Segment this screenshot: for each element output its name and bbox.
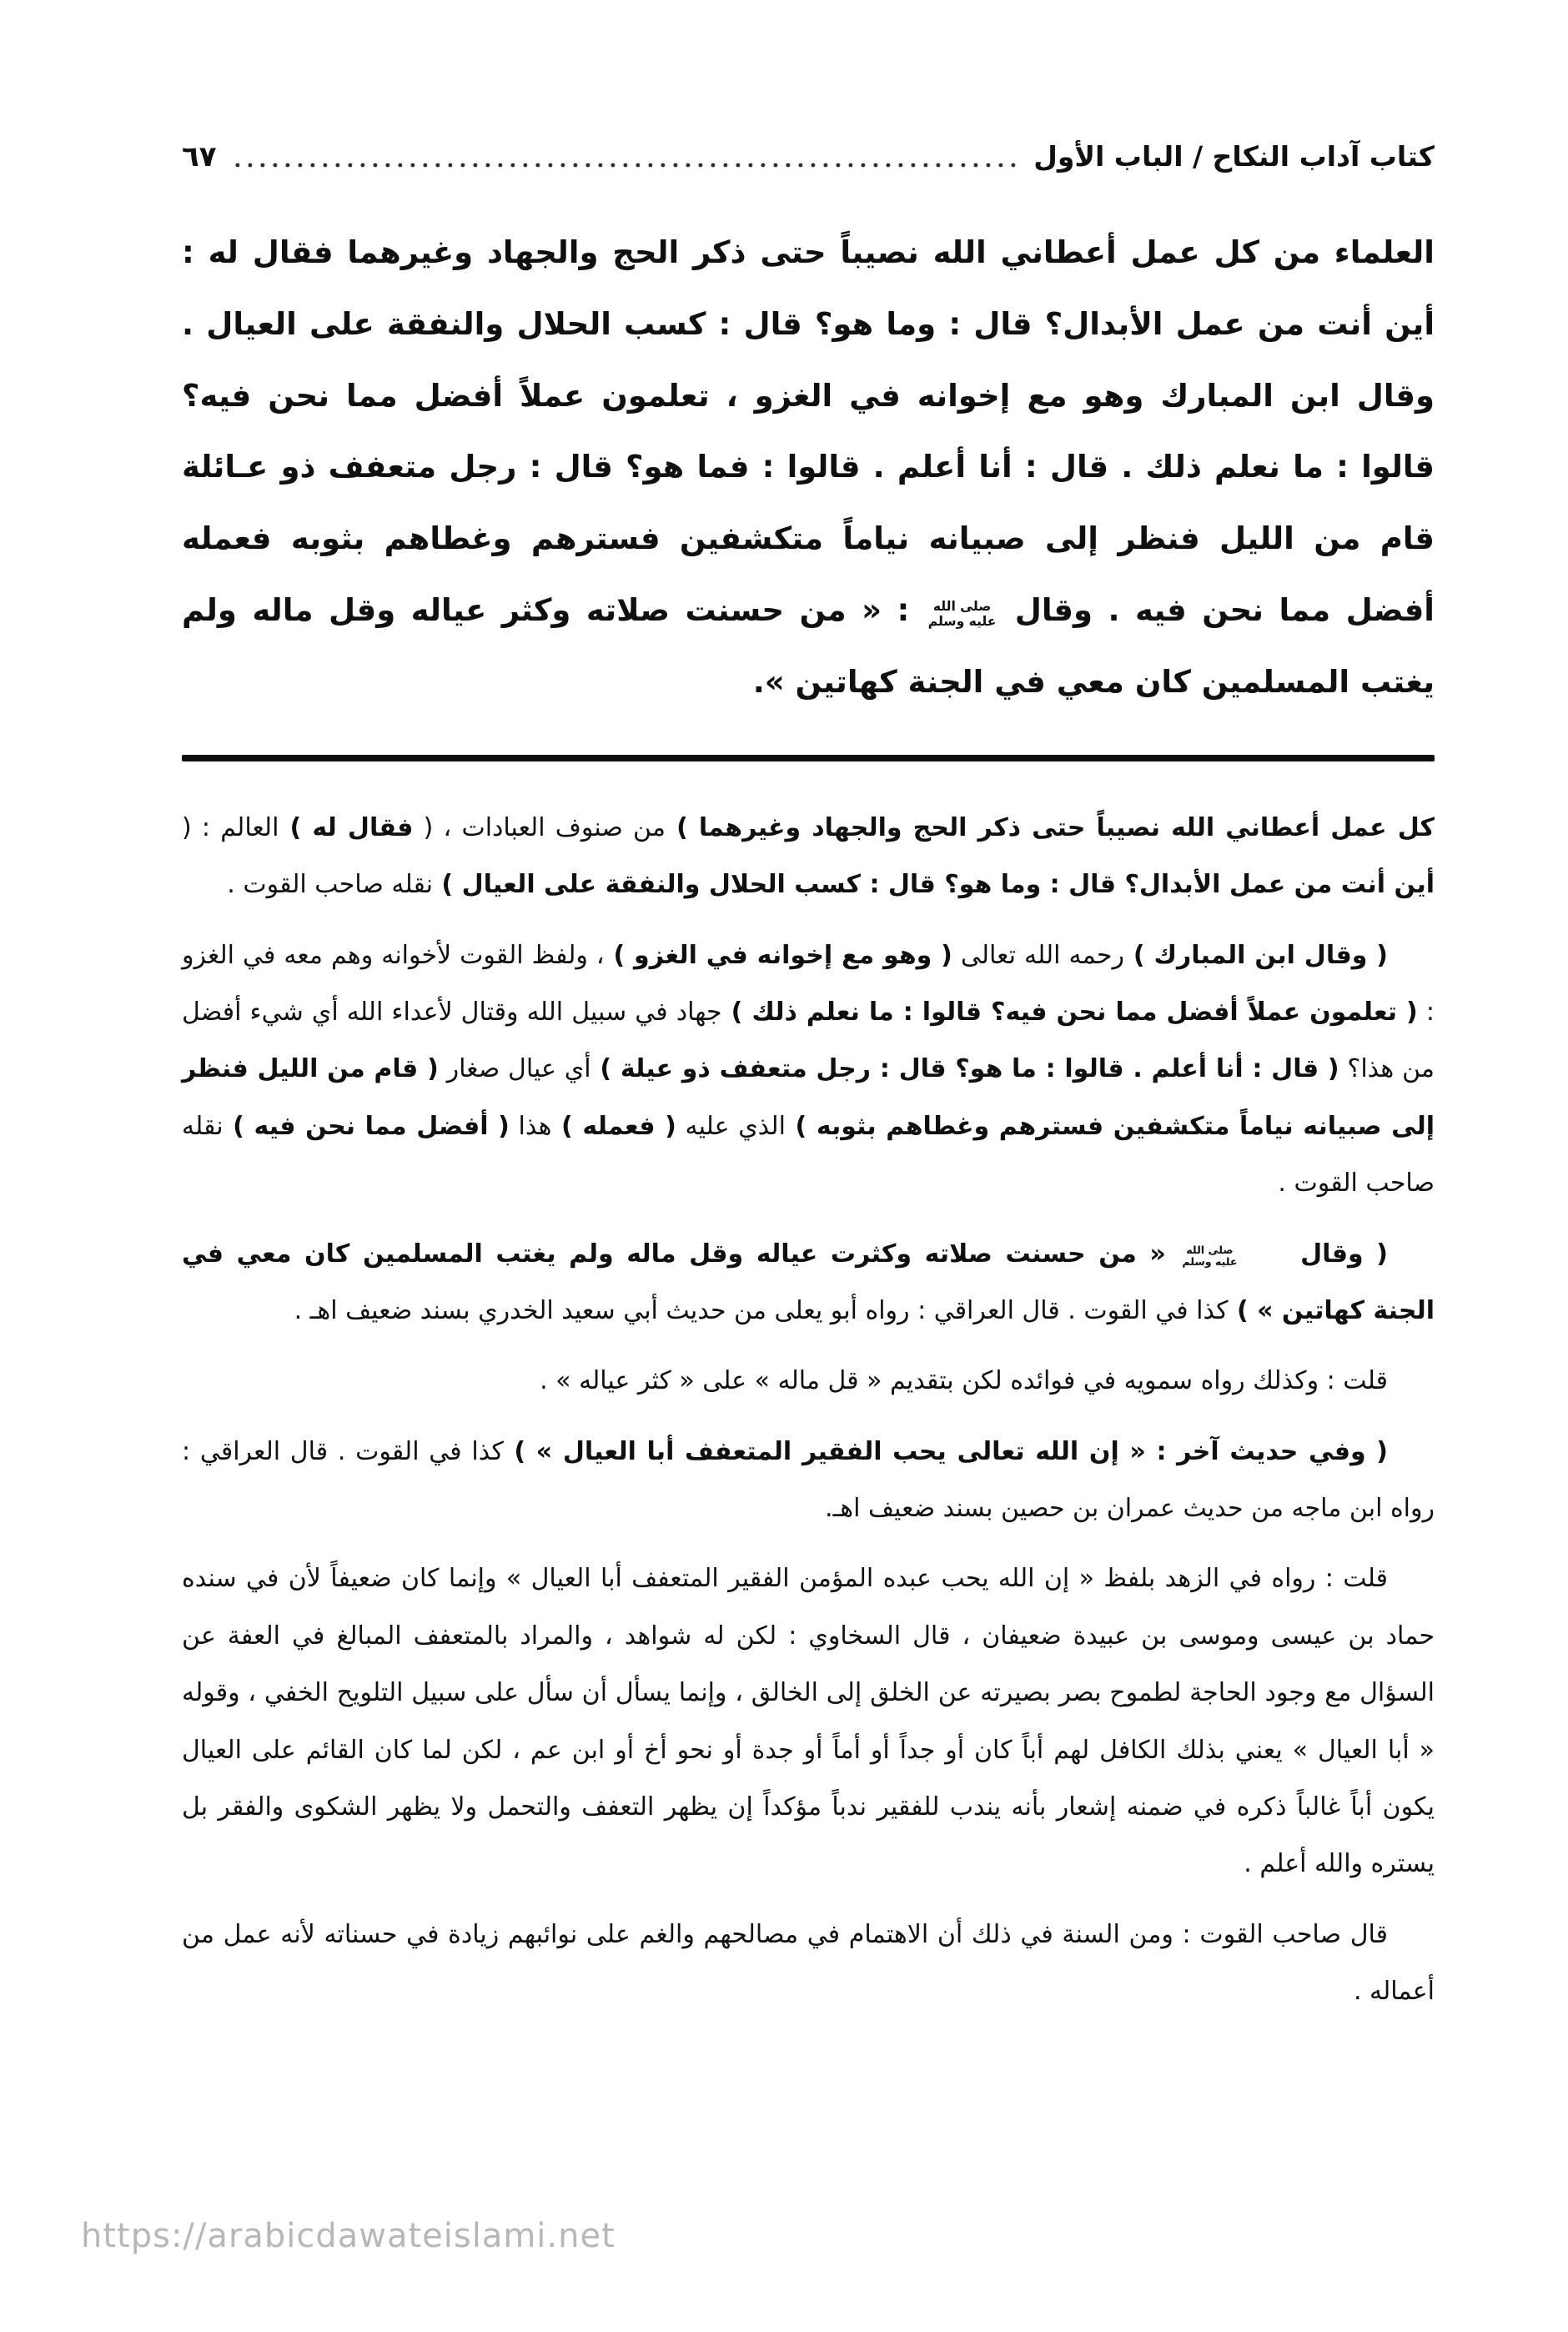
commentary-plain-text: كذا في القوت . قال العراقي : رواه أبو يعلى من حديث أبي سعيد الخدري بسند ضعيف اهـ .	[294, 1295, 1229, 1325]
commentary-plain-text: ، ولفظ القوت لأخوانه وهم معه في الغزو :	[182, 940, 1435, 1027]
commentary-plain-text: كذا في القوت . قال العراقي : رواه ابن ماجه من حديث عمران بن حصين بسند ضعيف اهـ.	[182, 1436, 1435, 1524]
commentary-plain-text: العالم : (	[182, 812, 279, 842]
commentary-paragraph	[182, 927, 1435, 1213]
matn-section	[182, 217, 1435, 718]
pbuh-ligature: صلى الله عليه وسلم	[927, 599, 997, 629]
commentary-paragraph	[182, 1907, 1435, 2021]
matn-quote-text: ( وقال ابن المبارك )	[1123, 940, 1389, 970]
dotted-leader	[230, 162, 1021, 168]
page-number: ٦٧	[182, 140, 217, 173]
commentary-plain-text: قلت : وكذلك رواه سمويه في فوائده لكن بتقديم « قل ماله » على « كثر عياله » .	[540, 1366, 1388, 1396]
chapter-title: كتاب آداب النكاح / الباب الأول	[1033, 140, 1435, 173]
matn-quote-text: العلماء من كل عمل أعطاني الله نصيباً حتى ذكر الحج والجهاد وغيرهما فقال له : أين أنت من عمل الأبدال؟ قال : وما هو؟ قال : كسب الحلال والنفقة على العيال . وقال ابن المبارك وهو مع إخوانه في الغزو ، تعلمون عملاً أفضل مما نحن فيه؟ قالوا : ما نعلم ذلك . قال : أنا أعلم . قالوا : فما هو؟ قال : رجل متعفف ذو عـائلة قام من الليل فنظر إلى صبيانه نياماً متكشفين فسترهم وغطاهم بثوبه فعمله أفضل مما نحن فيه . وقال	[182, 234, 1435, 629]
commentary-plain-text: من صنوف العبادات ، (	[413, 812, 666, 842]
commentary-plain-text: هذا	[509, 1111, 552, 1141]
matn-quote-text: : « من حسنت صلاته وكثر عياله وقل ماله ولم يغتب المسلمين كان معي في الجنة كهاتين ».	[182, 592, 1435, 700]
matn-paragraph	[182, 217, 1435, 718]
commentary-plain-text: أي عيال صغار	[438, 1054, 591, 1084]
running-header	[182, 140, 1435, 173]
matn-quote-text: فقال له )	[279, 812, 414, 842]
matn-quote-text: ( تعلمون عملاً أفضل مما نحن فيه؟ قالوا : ما نعلم ذلك )	[721, 997, 1418, 1027]
commentary-plain-text: قلت : رواه في الزهد بلفظ « إن الله يحب عبده المؤمن الفقير المتعفف أبا العيال » وإنما كان ضعيفاً لأن في سنده حماد بن عيسى وموسى بن عبيدة ضعيفان ، قال السخاوي : لكن له شواهد ، والمراد بالمتعفف المبالغ في العفة عن السؤال مع وجود الحاجة لطموح بصر بصيرته عن الخلق إلى الخالق ، وإنما يسأل أن سأل على سبيل التلويح الخفي ، وقوله « أبا العيال » يعني بذلك الكافل لهم أباً كان أو جداً أو أماً أو جدة أو نحو أخ أو ابن عم ، لكن لما كان القائم على العيال يكون أباً غالباً ذكره في ضمنه إشعار بأنه يندب للفقير ندباً مؤكداً إن يظهر التعفف والتحمل ولا يظهر الشكوى والفقر بل يستره والله أعلم .	[182, 1564, 1435, 1879]
matn-quote-text: كل عمل أعطاني الله نصيباً حتى ذكر الحج والجهاد وغيرهما )	[665, 812, 1435, 842]
pbuh-ligature: صلى الله عليه وسلم	[1182, 1243, 1238, 1268]
matn-quote-text: ( فعمله )	[551, 1111, 676, 1141]
matn-quote-text: ( وقال	[1287, 1239, 1389, 1269]
commentary-paragraph	[182, 1353, 1435, 1410]
commentary-plain-text: جهاد في سبيل الله وقتال لأعداء الله أي شيء أفضل من هذا؟	[182, 997, 1435, 1084]
commentary-paragraph	[182, 1226, 1435, 1340]
matn-quote-text: ( قام من الليل فنظر إلى صبيانه نياماً متكشفين فسترهم وغطاهم بثوبه )	[182, 1054, 1435, 1141]
matn-quote-text: ( وهو مع إخوانه في الغزو )	[604, 940, 952, 970]
matn-quote-text: ( وفي حديث آخر : « إن الله تعالى يحب الفقير المتعفف أبا العيال » )	[503, 1436, 1389, 1466]
commentary-plain-text: الذي عليه	[676, 1111, 786, 1141]
commentary-plain-text: نقله صاحب القوت .	[182, 1111, 1435, 1199]
matn-quote-text: ( أفضل مما نحن فيه )	[223, 1111, 510, 1141]
watermark-url: https://arabicdawateislami.net	[81, 2217, 616, 2255]
matn-quote-text: « من حسنت صلاته وكثرت عياله وقل ماله ولم يغتب المسلمين كان معي في الجنة كهاتين » )	[182, 1239, 1435, 1325]
matn-quote-text: ( قال : أنا أعلم . قالوا : ما هو؟ قال : رجل متعفف ذو عيلة )	[591, 1054, 1339, 1084]
commentary-paragraph	[182, 800, 1435, 914]
commentary-paragraph	[182, 1550, 1435, 1892]
commentary-paragraph	[182, 1424, 1435, 1538]
commentary-plain-text: نقله صاحب القوت .	[227, 870, 433, 900]
commentary-section	[182, 800, 1435, 2021]
commentary-plain-text: قال صاحب القوت : ومن السنة في ذلك أن الاهتمام في مصالحهم والغم على نوائبهم زيادة في حسناته لأنه عمل من أعماله .	[182, 1919, 1435, 2007]
matn-quote-text: أين أنت من عمل الأبدال؟ قال : وما هو؟ قال : كسب الحلال والنفقة على العيال )	[432, 870, 1435, 900]
commentary-plain-text: رحمه الله تعالى	[952, 940, 1124, 970]
section-divider-rule	[182, 755, 1435, 761]
